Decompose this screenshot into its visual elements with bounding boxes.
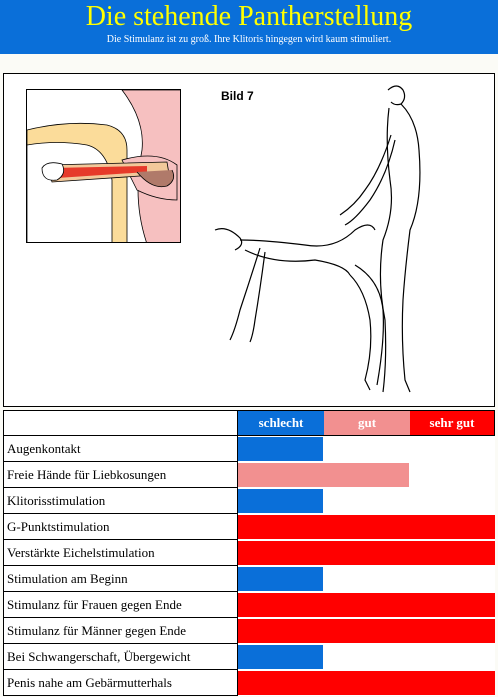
header-sehr-gut: sehr gut [410,410,495,436]
rating-bar-blue [238,437,323,461]
rating-row [3,592,495,618]
rating-label: Freie Hände für Liebkosungen [3,462,238,488]
rating-label: Stimulanz für Männer gegen Ende [3,618,238,644]
anatomical-inset-illustration [26,89,181,243]
rating-row [3,436,495,462]
rating-bar-cell [238,644,495,670]
rating-bar-red [238,593,495,617]
rating-row [3,566,495,592]
rating-label: Verstärkte Eichelstimulation [3,540,238,566]
rating-label: G-Punktstimulation [3,514,238,540]
header-blank-cell [3,410,238,436]
inset-drawing [27,90,181,243]
rating-bar-blue [238,489,323,513]
rating-label: Bei Schwangerschaft, Übergewicht [3,644,238,670]
rating-row [3,670,495,696]
rating-bar-cell [238,436,495,462]
rating-bar-red [238,541,495,565]
header-schlecht: schlecht [238,410,324,436]
ratings-table [3,410,495,696]
page-subtitle: Die Stimulanz ist zu groß. Ihre Klitoris hingegen wird kaum stimuliert. [106,34,392,45]
rating-row [3,540,495,566]
rating-bar-pink [238,463,409,487]
rating-bar-red [238,515,495,539]
rating-row [3,618,495,644]
header-gut: gut [324,410,410,436]
rating-bar-red [238,619,495,643]
rating-bar-cell [238,618,495,644]
page-title: Die stehende Pantherstellung [85,1,413,32]
page-header [0,0,498,54]
rating-label: Klitorisstimulation [3,488,238,514]
rating-row [3,644,495,670]
figure-label: Bild 7 [221,89,254,103]
rating-row [3,462,495,488]
rating-bar-blue [238,567,323,591]
rating-bar-red [238,671,495,695]
rating-label: Stimulation am Beginn [3,566,238,592]
rating-label: Penis nahe am Gebärmutterhals [3,670,238,696]
rating-label: Stimulanz für Frauen gegen Ende [3,592,238,618]
rating-bar-cell [238,488,495,514]
rating-bar-blue [238,645,323,669]
rating-label: Augenkontakt [3,436,238,462]
ratings-header-row [3,410,495,436]
rating-row [3,488,495,514]
rating-bar-cell [238,540,495,566]
rating-bar-cell [238,462,495,488]
rating-row [3,514,495,540]
rating-bar-cell [238,670,495,696]
rating-bar-cell [238,566,495,592]
couple-line-drawing [205,80,455,400]
rating-bar-cell [238,592,495,618]
rating-bar-cell [238,514,495,540]
